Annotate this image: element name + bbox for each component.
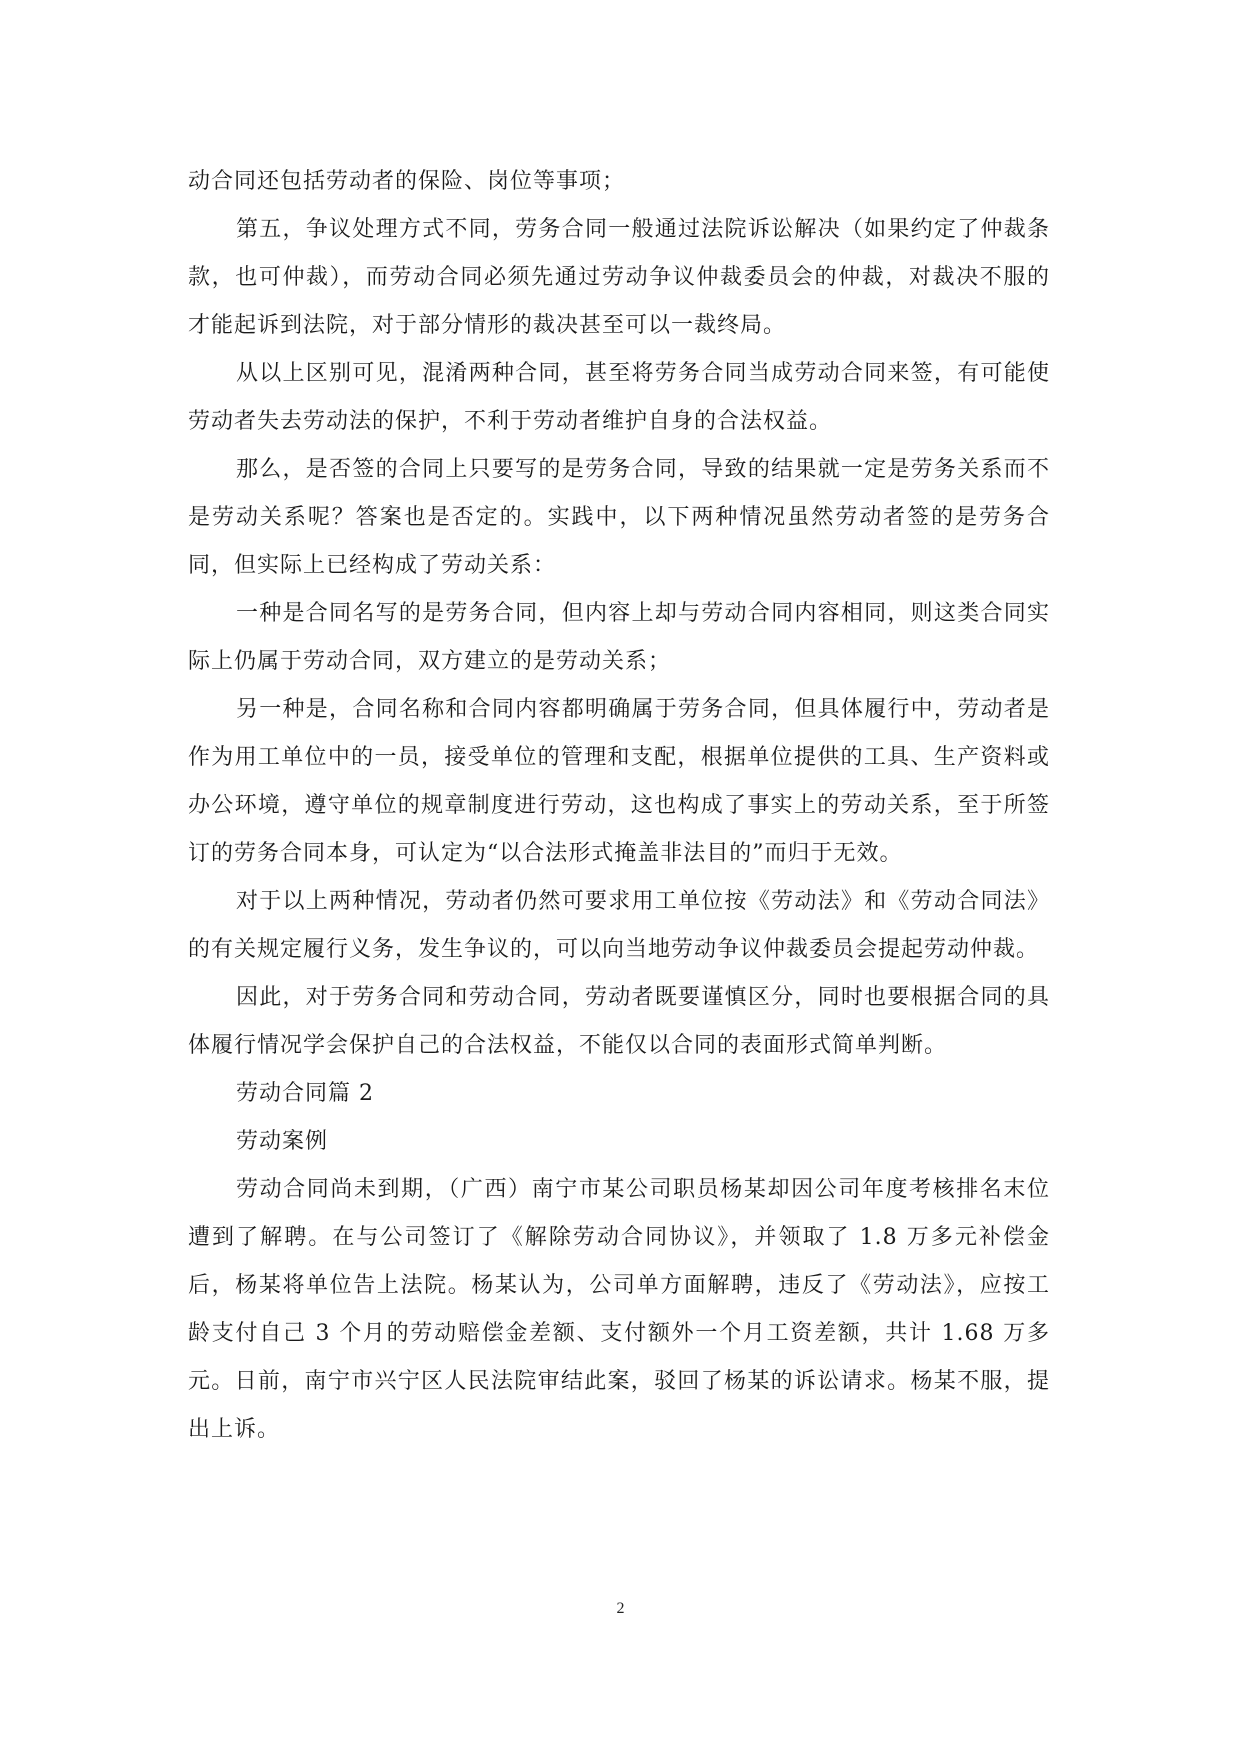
section-heading: 劳动合同篇 2 bbox=[236, 1081, 374, 1106]
page-number: 2 bbox=[616, 1600, 625, 1617]
paragraph-remedy: 对于以上两种情况，劳动者仍然可要求用工单位按《劳动法》和《劳动合同法》的有关规定履行义务，发生争议的，可以向当地劳动争议仲裁委员会提起劳动仲裁。 bbox=[188, 889, 1050, 962]
case-heading: 劳动案例 bbox=[236, 1129, 329, 1154]
paragraph-case-story: 劳动合同尚未到期，（广西）南宁市某公司职员杨某却因公司年度考核排名末位遭到了解聘。在与公司签订了《解除劳动合同协议》，并领取了 1.8 万多元补偿金后，杨某将单位告上法院。杨某认为，公司单方面解聘，违反了《劳动法》，应按工龄支付自己 3 个月的劳动赔偿金差额、支付额外一个月工资差额，共计 1.68 万多元。日前，南宁市兴宁区人民法院审结此案，驳回了杨某的诉讼请求。杨某不服，提出上诉。 bbox=[188, 1177, 1050, 1442]
paragraph-question: 那么，是否签的合同上只要写的是劳务合同，导致的结果就一定是劳务关系而不是劳动关系呢？答案也是否定的。实践中，以下两种情况虽然劳动者签的是劳务合同，但实际上已经构成了劳动关系： bbox=[188, 457, 1050, 578]
body-text bbox=[188, 158, 1050, 1454]
paragraph-continuation: 动合同还包括劳动者的保险、岗位等事项； bbox=[188, 169, 626, 194]
paragraph-case-one: 一种是合同名写的是劳务合同，但内容上却与劳动合同内容相同，则这类合同实际上仍属于劳动合同，双方建立的是劳动关系； bbox=[188, 601, 1050, 674]
paragraph-fifth-point: 第五，争议处理方式不同，劳务合同一般通过法院诉讼解决（如果约定了仲裁条款，也可仲裁），而劳动合同必须先通过劳动争议仲裁委员会的仲裁，对裁决不服的才能起诉到法院，对于部分情形的裁决甚至可以一裁终局。 bbox=[188, 217, 1050, 338]
paragraph-case-two: 另一种是，合同名称和合同内容都明确属于劳务合同，但具体履行中，劳动者是作为用工单位中的一员，接受单位的管理和支配，根据单位提供的工具、生产资料或办公环境，遵守单位的规章制度进行劳动，这也构成了事实上的劳动关系，至于所签订的劳务合同本身，可认定为“以合法形式掩盖非法目的”而归于无效。 bbox=[188, 697, 1050, 866]
paragraph-conclusion: 因此，对于劳务合同和劳动合同，劳动者既要谨慎区分，同时也要根据合同的具体履行情况学会保护自己的合法权益，不能仅以合同的表面形式简单判断。 bbox=[188, 985, 1050, 1058]
paragraph-distinction: 从以上区别可见，混淆两种合同，甚至将劳务合同当成劳动合同来签，有可能使劳动者失去劳动法的保护，不利于劳动者维护自身的合法权益。 bbox=[188, 361, 1050, 434]
